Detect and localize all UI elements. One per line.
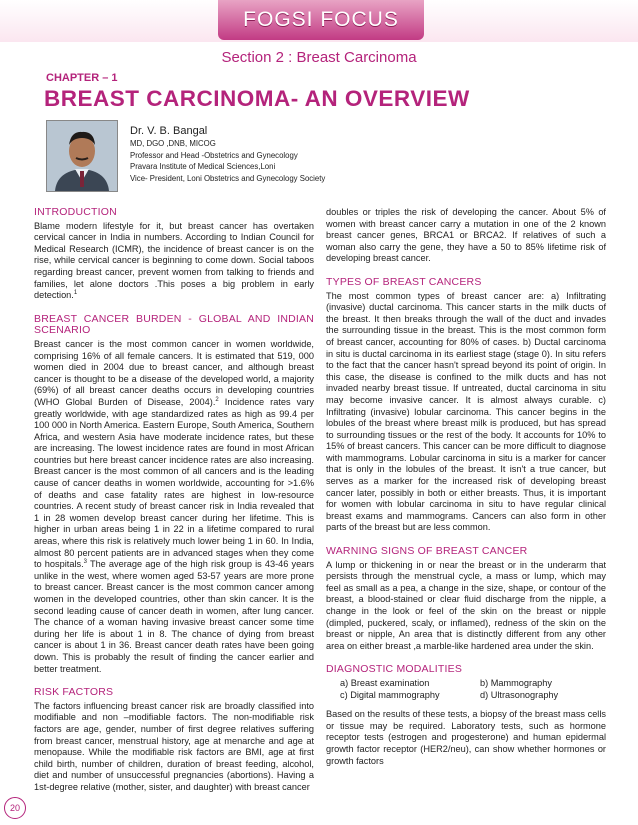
chapter-label: CHAPTER – 1 — [46, 72, 118, 84]
left-column — [34, 207, 314, 800]
risk-heading: RISK FACTORS — [34, 686, 114, 699]
intro-heading: INTRODUCTION — [34, 206, 117, 218]
page-number: 20 — [4, 797, 26, 819]
diagnostic-list — [326, 678, 606, 701]
warning-paragraph: A lump or thickening in or near the breast or in the underarm that persists through the menstrual cycle, a mass or lump, which may feel as small as a pea, a change in the size, shape, or contour of the breast, a blood-stained or clear fluid discharge from the nipple, a change in the look or feel of the skin on the breast or nipple (dimpled, puckered, scaly, or inflamed), redness of the skin on the breast or nipple, An area that is distinctly different from any other area on either breast ,a marble-like hardened area under the skin. — [326, 559, 606, 651]
diagnostic-item: c) Digital mammography — [340, 689, 440, 700]
burden-paragraph: Breast cancer is the most common cancer in women worldwide, comprising 16% of all female cancers. It is estimated that 519, 000 women died in 2004 due to breast cancer, and although breast cancer is thought to be a disease of the developed world, a majority (69%) of all breast cancer deaths occurs in developing countries (WHO Global Burden of Disease, 2004).$^2$ Incidence rates vary greatly worldwide, with age standardized rates as high as 99.4 per 100 000 in North America. Eastern Europe, South America, Southern Africa, and western Asia have moderate incidence rates, but these are increasing. The lowest incidence rates are found in most African countries but here breast cancer incidence rates are also increasing. Breast cancer is the most common of all cancers and is the leading cause of cancer deaths in women worldwide, accounting for >1.6% of deaths and case fatality rates are highest in low-resource countries. A recent study of breast cancer risk in India revealed that 1 in 28 women develop breast cancer during her lifetime. This is higher in urban areas being 1 in 22 in a lifetime compared to rural areas, where this risk is relatively much lower being 1 in 60. In India, almost 80 percent patients are in advanced stages when they come to hospitals.$^3$ The average age of the high risk group is 43-46 years unlike in the west, where women aged 53-57 years are more prone to breast cancer. Breast cancer is the most common cancer among women in the developed countries, other than skin cancer. It is the second leading cause of cancer death in women, after lung cancer. The chance of a woman having invasive breast cancer some time during her life is about 1 in 8. The chance of dying from breast cancer is about 1 in 36. Breast cancer death rates have been going down. This is probably the result of finding the cancer earlier and better treatment. — [34, 338, 314, 674]
diagnostic-item: a) Breast examination — [340, 677, 430, 688]
author-name: Dr. V. B. Bangal — [130, 125, 208, 137]
diagnostic-item: d) Ultrasonography — [480, 689, 559, 700]
section-title: Section 2 : Breast Carcinoma — [221, 49, 417, 66]
diagnostic-heading: DIAGNOSTIC MODALITIES — [326, 663, 463, 676]
page-title: BREAST CARCINOMA- AN OVERVIEW — [44, 86, 470, 111]
risk-paragraph: The factors influencing breast cancer risk are broadly classified into modifiable and non –modifiable factors. The non-modifiable risk factors are age, gender, number of first degree relatives suffering from breast cancer, menstrual history, age at menarche and age at menopause. While the modifiable risk factors are BMI, age at first child birth, number of children, duration of breast feeding, alcohol, diet and number of unsuccessful pregnancies (abortions). Having a 1st-degree relative (mother, sister, and daughter) with breast cancer — [34, 700, 314, 792]
burden-heading: BREAST CANCER BURDEN - GLOBAL AND INDIAN SCENARIO — [34, 312, 314, 337]
author-degrees: MD, DGO ,DNB, MICOG — [130, 139, 216, 148]
right-column — [326, 207, 606, 773]
diagnostic-paragraph: Based on the results of these tests, a biopsy of the breast mass cells or tissue may be required. Laboratory tests, such as hormone receptor tests (estrogen and progesterone) and human epidermal growth factor receptor (HER2/neu), can show whether hormones or growth factors — [326, 709, 606, 766]
types-heading: TYPES OF BREAST CANCERS — [326, 275, 482, 288]
author-institution: Pravara Institute of Medical Sciences,Loni — [130, 162, 276, 171]
intro-paragraph: Blame modern lifestyle for it, but breast cancer has overtaken cervical cancer in India in numbers. According to Indian Council for Medical Research (ICMR), the incidence of breast cancer is on the rise, while cervical cancer is beginning to come down. Social taboos regarding breast cancer, prevent women from talking to friends and families, let alone doctors .This poses a big problem in early detection.$^1$ — [34, 220, 314, 301]
types-paragraph: The most common types of breast cancer are: a) Infiltrating (invasive) ductal carcinoma. This cancer starts in the milk ducts of the breast. It then breaks through the wall of the duct and invades the surrounding tissue in the breast. This is the most common form of breast cancer, accounting for 80% of cases. b) Ductal carcinoma in situ is ductal carcinoma in its earliest stage (stage 0). In situ refers to the fact that the cancer hasn't spread beyond its point of origin. In this case, the disease is confined to the milk ducts and has not invaded nearby breast tissue. If untreated, ductal carcinoma in situ may become invasive cancer. It is almost always curable. c) Infiltrating (invasive) lobular carcinoma. This cancer begins in the lobules of the breast where breast milk is produced, but has spread to surrounding tissues or the rest of the body. It accounts for 10% to 15% of breast cancers. This cancer can be more difficult to diagnose with mammograms. Lobular carcinoma in situ is a marker for cancer that is only in the lobules of the breast. It isn't a true cancer, but serves as a marker for the increased risk of developing breast cancer later, possibly in both or either breasts. Thus, it is important for women with lobular carcinoma in situ to have regular clinical breast exams and mammograms. Cancers can also form in other parts of the breast but are less common. — [326, 290, 606, 533]
warning-heading: WARNING SIGNS OF BREAST CANCER — [326, 545, 528, 558]
author-affiliation: Vice- President, Loni Obstetrics and Gynecology Society — [130, 173, 326, 183]
brand-banner — [218, 0, 424, 40]
author-photo — [46, 120, 118, 192]
diagnostic-item: b) Mammography — [480, 677, 552, 688]
risk-paragraph-continued: doubles or triples the risk of developing the cancer. About 5% of women with breast cancer carry a mutation in one of the 2 known breast cancer genes, BRCA1 or BRCA2. If relatives of such a woman also carry the gene, they have a 50 to 85% lifetime risk of developing breast cancer. — [326, 207, 606, 264]
brand-title: FOGSI FOCUS — [243, 8, 399, 31]
author-position: Professor and Head -Obstetrics and Gynecology — [130, 150, 298, 160]
author-block — [130, 124, 325, 184]
author-portrait-image — [47, 121, 117, 191]
